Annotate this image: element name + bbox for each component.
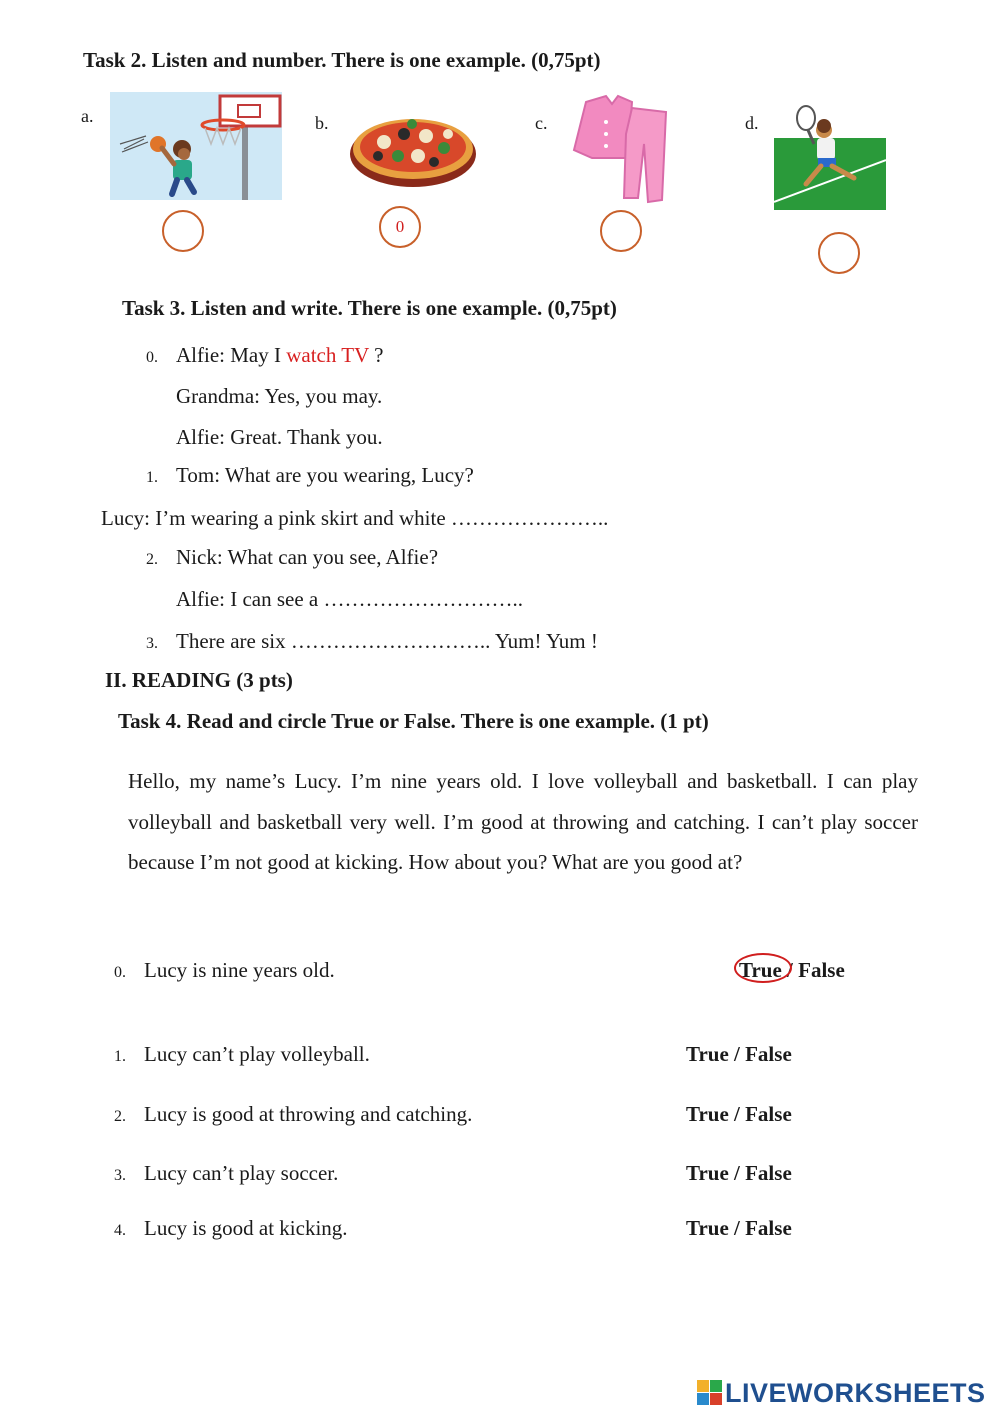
- statement-4-number: 4.: [114, 1222, 126, 1239]
- q2-text: Nick: What can you see, Alfie?: [176, 545, 439, 569]
- statement-2: [114, 1102, 472, 1127]
- liveworksheets-badge-icon: [697, 1380, 723, 1406]
- statement-0-text: Lucy is nine years old.: [144, 958, 335, 982]
- statement-4-text: Lucy is good at kicking.: [144, 1216, 348, 1240]
- statement-0: [114, 958, 335, 983]
- q0-number: 0.: [146, 349, 158, 366]
- task4-heading: Task 4. Read and circle True or False. There is one example. (1 pt): [118, 709, 709, 733]
- q0-line2: Grandma: Yes, you may.: [176, 384, 383, 408]
- answer-ring: [734, 953, 792, 983]
- pizza-icon: [348, 104, 478, 190]
- statement-0-number: 0.: [114, 964, 126, 981]
- true-circled: [739, 958, 782, 983]
- true-label: True: [739, 958, 782, 982]
- q0-line3: Alfie: Great. Thank you.: [176, 425, 383, 449]
- q2-line2[interactable]: Alfie: I can see a ………………………..: [176, 587, 524, 611]
- reading-passage: Hello, my name’s Lucy. I’m nine years old. I love volleyball and basketball. I can play volleyball and basketball very well. I’m good at throwing and catching. I can’t play soccer because I’m not good at kicking. How about you? What are you good at?: [128, 769, 918, 874]
- pink-pajamas-icon: [572, 94, 670, 204]
- task3-heading: Task 3. Listen and write. There is one example. (0,75pt): [122, 296, 617, 320]
- q1-number: 1.: [146, 469, 158, 486]
- task2-heading: Task 2. Listen and number. There is one example. (0,75pt): [83, 48, 601, 72]
- q1-text: Tom: What are you wearing, Lucy?: [176, 463, 474, 487]
- liveworksheets-logo: LIVEWORKSHEETS: [725, 1378, 986, 1408]
- item-c-letter: c.: [535, 113, 548, 133]
- reading-heading: II. READING (3 pts): [105, 668, 293, 692]
- item-d-letter: d.: [745, 113, 759, 133]
- statement-4-true-false[interactable]: True / False: [686, 1216, 792, 1240]
- tf-separator: /: [781, 958, 799, 982]
- answer-circle-c[interactable]: [600, 210, 642, 252]
- task3-q0: [146, 343, 383, 368]
- statement-1-number: 1.: [114, 1048, 126, 1065]
- item-b-letter: b.: [315, 113, 329, 133]
- statement-3-true-false[interactable]: True / False: [686, 1161, 792, 1185]
- q3-text: There are six ……………………….. Yum! Yum !: [176, 629, 598, 653]
- statement-2-number: 2.: [114, 1108, 126, 1125]
- q3-number: 3.: [146, 635, 158, 652]
- statement-2-text: Lucy is good at throwing and catching.: [144, 1102, 473, 1126]
- q2-number: 2.: [146, 551, 158, 568]
- answer-circle-d[interactable]: [818, 232, 860, 274]
- statement-3-text: Lucy can’t play soccer.: [144, 1161, 339, 1185]
- q0-suffix: ?: [368, 343, 384, 367]
- task3-q2: [146, 545, 438, 570]
- tennis-player-icon: [774, 104, 886, 210]
- answer-circle-a[interactable]: [162, 210, 204, 252]
- false-label: False: [798, 958, 845, 982]
- basketball-player-icon: [110, 92, 282, 200]
- q1-line2[interactable]: Lucy: I’m wearing a pink skirt and white …………………..: [101, 506, 609, 530]
- q0-prefix: Alfie: May I: [176, 343, 287, 367]
- statement-4: [114, 1216, 348, 1241]
- item-a-letter: a.: [81, 106, 94, 126]
- statement-2-true-false[interactable]: True / False: [686, 1102, 792, 1126]
- q0-answer: watch TV: [286, 343, 369, 367]
- statement-3-number: 3.: [114, 1167, 126, 1184]
- task3-q3[interactable]: [146, 629, 598, 654]
- statement-1-text: Lucy can’t play volleyball.: [144, 1042, 370, 1066]
- statement-1: [114, 1042, 370, 1067]
- task3-q1: [146, 463, 474, 488]
- statement-3: [114, 1161, 338, 1186]
- statement-1-true-false[interactable]: True / False: [686, 1042, 792, 1066]
- statement-0-answer: [739, 958, 845, 983]
- answer-circle-b[interactable]: 0: [379, 206, 421, 248]
